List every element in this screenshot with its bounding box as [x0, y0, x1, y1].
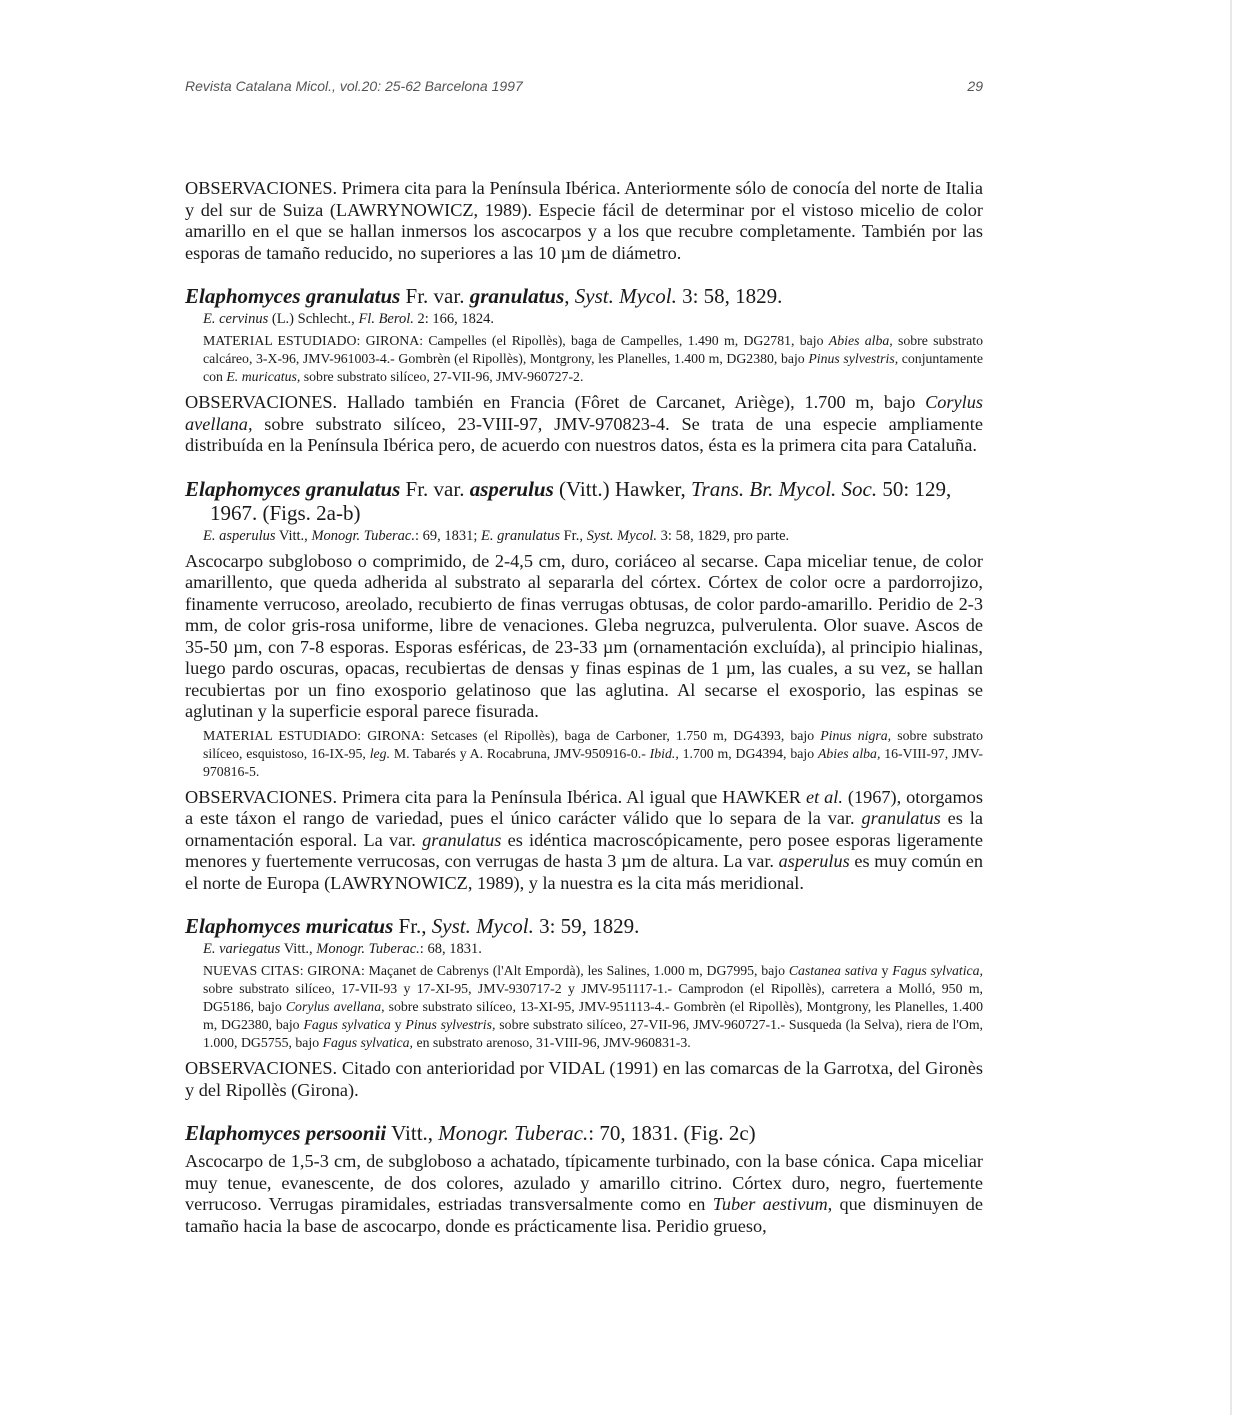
- observations-paragraph: OBSERVACIONES. Hallado también en Francia (Fôret de Carcanet, Ariège), 1.700 m, bajo Corylus avellana, sobre substrato silíceo, 23-VIII-97, JMV-970823-4. Se trata de una especie ampliamente distribuída en la Península Ibérica pero, de acuerdo con nuestros datos, ésta es la primera cita para Cataluña.: [185, 392, 983, 455]
- description-paragraph: Ascocarpo de 1,5-3 cm, de subgloboso a achatado, típicamente turbinado, con la base cónica. Capa miceliar muy tenue, evanescente, de dos colores, azulado y amarillo citrino. Córtex duro, negro, fuertemente verrucoso. Verrugas piramidales, estriadas transversalmente como en Tuber aestivum, que disminuyen de tamaño hacia la base de ascocarpo, donde es prácticamente lisa. Peridio grueso,: [185, 1151, 984, 1236]
- material-studied: MATERIAL ESTUDIADO: GIRONA: Setcases (el Ripollès), baga de Carboner, 1.750 m, DG4393, bajo Pinus nigra, sobre substrato silíceo, esquistoso, 16-IX-95, leg. M. Tabarés y A. Rocabruna, JMV-950916-0.- Ibid., 1.700 m, DG4394, bajo Abies alba, 16-VIII-97, JMV-970816-5.: [203, 727, 983, 779]
- page-number: 29: [967, 78, 983, 94]
- observations-paragraph: OBSERVACIONES. Citado con anterioridad por VIDAL (1991) en las comarcas de la Garrotxa, del Gironès y del Ripollès (Girona).: [185, 1058, 983, 1100]
- main-text: [185, 178, 983, 1237]
- species-heading: Elaphomyces granulatus Fr. var. granulatus, Syst. Mycol. 3: 58, 1829.: [185, 284, 783, 308]
- species-name: Elaphomyces granulatus: [185, 284, 401, 308]
- species-heading: Elaphomyces persoonii Vitt., Monogr. Tuberac.: 70, 1831. (Fig. 2c): [185, 1121, 756, 1145]
- journal-citation: Revista Catalana Micol., vol.20: 25-62 Barcelona 1997: [185, 78, 523, 94]
- observations-paragraph: OBSERVACIONES. Primera cita para la Península Ibérica. Al igual que HAWKER et al. (1967), otorgamos a este táxon el rango de variedad, pues el único carácter válido que lo separa de la var. granulatus es la ornamentación esporal. La var. granulatus es idéntica macroscópicamente, pero posee esporas ligeramente menores y fuertemente verrucosas, con verrugas de hasta 3 µm de altura. La var. asperulus es muy común en el norte de Europa (LAWRYNOWICZ, 1989), y la nuestra es la cita más meridional.: [185, 786, 984, 893]
- running-header: [185, 78, 983, 102]
- observations-paragraph: OBSERVACIONES. Primera cita para la Península Ibérica. Anteriormente sólo de conocía del norte de Italia y del sur de Suiza (LAWRYNOWICZ, 1989). Especie fácil de determinar por el vistoso micelio de color amarillo en el que se hallan inmersos los ascocarpos y a los que recubre completamente. También por las esporas de tamaño reducido, no superiores a las 10 µm de diámetro.: [185, 178, 983, 263]
- synonym-line: E. variegatus Vitt., Monogr. Tuberac.: 68, 1831.: [203, 941, 482, 957]
- species-heading: Elaphomyces granulatus Fr. var. asperulus (Vitt.) Hawker, Trans. Br. Mycol. Soc. 50: 129, 1967. (Figs. 2a-b): [185, 476, 952, 525]
- species-name: Elaphomyces muricatus: [185, 914, 394, 938]
- description-paragraph: Ascocarpo subgloboso o comprimido, de 2-4,5 cm, duro, coriáceo al secarse. Capa miceliar tenue, de color amarillento, que queda adherida al substrato al separarla del córtex. Córtex de color ocre a pardorrojizo, finamente verrucoso, areolado, recubierto de finas verrugas obtusas, de color pardo-amarillo. Peridio de 2-3 mm, de color gris-rosa uniforme, libre de venaciones. Gleba negruzca, pulverulenta. Olor suave. Ascos de 35-50 µm, con 7-8 esporas. Esporas esféricas, de 23-33 µm (ornamentación excluída), al principio hialinas, luego pardo oscuras, opacas, recubiertas de densas y finas espinas de 1 µm, las cuales, a su vez, se hallan recubiertas por un fino exosporio gelatinoso que las aglutina. Al secarse el exosporio, las espinas se aglutinan y la superficie esporal parece fisurada.: [185, 550, 983, 721]
- material-studied: MATERIAL ESTUDIADO: GIRONA: Campelles (el Ripollès), baga de Campelles, 1.490 m, DG2781, bajo Abies alba, sobre substrato calcáreo, 3-X-96, JMV-961003-4.- Gombrèn (el Ripollès), Montgrony, les Planelles, 1.400 m, DG2380, bajo Pinus sylvestris, conjuntamente con E. muricatus, sobre substrato silíceo, 27-VII-96, JMV-960727-2.: [203, 333, 983, 384]
- synonym-line: E. cervinus (L.) Schlecht., Fl. Berol. 2: 166, 1824.: [203, 311, 495, 327]
- species-heading: Elaphomyces muricatus Fr., Syst. Mycol. 3: 59, 1829.: [185, 914, 640, 938]
- species-name: Elaphomyces granulatus: [185, 476, 401, 501]
- new-records: NUEVAS CITAS: GIRONA: Maçanet de Cabrenys (l'Alt Empordà), les Salines, 1.000 m, DG7995, bajo Castanea sativa y Fagus sylvatica, sobre substrato silíceo, 17-VII-93 y 17-XI-95, JMV-930717-2 y JMV-951117-1.- Camprodon (el Ripollès), carretera a Molló, 950 m, DG5186, bajo Corylus avellana, sobre substrato silíceo, 13-XI-95, JMV-951113-4.- Gombrèn (el Ripollès), Montgrony, les Planelles, 1.400 m, DG2380, bajo Fagus sylvatica y Pinus sylvestris, sobre substrato silíceo, 27-VII-96, JMV-960727-1.- Susqueda (la Selva), riera de l'Om, 1.000, DG5755, bajo Fagus sylvatica, en substrato arenoso, 31-VIII-96, JMV-960831-3.: [203, 963, 983, 1050]
- page-edge: [1230, 0, 1232, 1415]
- species-name: Elaphomyces persoonii: [185, 1121, 387, 1145]
- synonym-line: E. asperulus Vitt., Monogr. Tuberac.: 69, 1831; E. granulatus Fr., Syst. Mycol. 3: 58, 1829, pro parte.: [203, 527, 790, 544]
